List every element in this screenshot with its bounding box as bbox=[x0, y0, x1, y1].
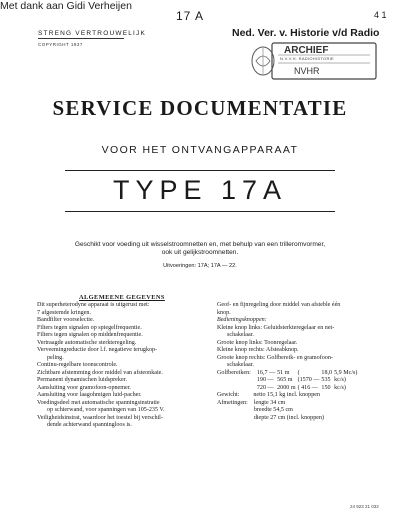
general-feature-line: Filters tegen signalen op middenfrequentie. bbox=[37, 332, 143, 338]
confidential-label: STRENG VERTROUWELIJK bbox=[38, 30, 147, 37]
wave-range-cell: 51 m bbox=[277, 369, 290, 376]
wave-range-cell: 535 bbox=[321, 377, 331, 383]
wave-range-cell: 18,0 bbox=[321, 369, 333, 376]
variants-line: Uitvoeringen: 17A; 17A — 22. bbox=[163, 263, 237, 269]
tuning-text-line: Geof- en fijnregeling door middel van afsteble één bbox=[217, 302, 341, 308]
description-line-2: ook uit gelijkstroomnetten. bbox=[161, 249, 239, 256]
dimensions-table bbox=[217, 400, 326, 423]
document-number: 17 A bbox=[176, 9, 205, 23]
description-line-1: Geschikt voor voeding uit wisselstroomnetten en, met behulp van een trilleromvormer, bbox=[74, 241, 326, 248]
dimension-value: diepte 27 cm (incl. knoppen) bbox=[253, 414, 325, 421]
wave-range-cell: 16,7 — bbox=[256, 369, 276, 376]
dimension-value: breedte 54,5 cm bbox=[253, 407, 293, 413]
tuning-paragraph bbox=[217, 302, 365, 317]
general-feature-line: 7 afgestemde kringen. bbox=[37, 309, 91, 316]
stamp-archive-label: ARCHIEF bbox=[284, 45, 329, 56]
general-data-heading: ALGEMEENE GEGEVENS bbox=[79, 294, 165, 301]
credit-line: Met dank aan Gidi Verheijen bbox=[0, 0, 132, 12]
wave-range-cell: 720 — bbox=[256, 384, 274, 391]
general-feature-line: Voedingsdeel met automatische spanningsinstratie bbox=[37, 399, 160, 406]
type-top-rule bbox=[65, 170, 335, 171]
general-feature-line: dende achterwand spanningloos is. bbox=[47, 422, 132, 428]
general-left-column bbox=[37, 302, 209, 430]
general-feature-line: Permanent dynamischen luidspreker. bbox=[37, 377, 127, 383]
document-title: SERVICE DOCUMENTATIE bbox=[52, 96, 348, 120]
wave-range-table bbox=[217, 370, 359, 393]
knob-description-line: schakelaar. bbox=[227, 332, 254, 338]
footer-code: 24 923 21 032 bbox=[350, 504, 379, 509]
dimensions-label: Afmetingen: bbox=[217, 399, 248, 406]
knobs-list bbox=[217, 325, 365, 370]
general-feature-line: Bandfilter voorselectie. bbox=[37, 317, 95, 323]
confidential-divider bbox=[38, 38, 124, 39]
weight-label: Gewicht: bbox=[217, 392, 240, 398]
wave-range-cell: (1570 — bbox=[297, 377, 320, 383]
general-feature-line: Continu-regelbare toonscontrole. bbox=[37, 362, 118, 368]
general-feature-line: op schierwand, voor spanningen van 105-235 V. bbox=[47, 407, 165, 413]
general-feature-line: Veiligheidsinstrat, waardoor het toestel bij verschil- bbox=[37, 414, 163, 421]
general-feature-line: Vertraagde automatische sterkteregeling. bbox=[37, 339, 137, 346]
general-feature-line: Filters tegen signalen op spiegelfrequentie. bbox=[37, 324, 142, 331]
general-feature-line: peling. bbox=[47, 354, 64, 361]
wave-range-cell: ( bbox=[297, 369, 300, 376]
knob-description-line: Groote knop rechts: Golfbereik- en gramofoon- bbox=[217, 354, 333, 361]
knob-description-line: Groote knop links: Toonregelaar. bbox=[217, 339, 298, 346]
stamp-abbrev-label: NVHR bbox=[294, 66, 320, 76]
source-organization: Ned. Ver. v. Historie v/d Radio bbox=[232, 27, 380, 39]
copyright-notice: COPYRIGHT 1937 bbox=[38, 42, 83, 47]
wave-range-cell: 5,9 Mc/s) bbox=[334, 369, 358, 376]
tuning-text-line: knop. bbox=[217, 309, 231, 316]
wave-range-cell: 190 — bbox=[256, 377, 274, 383]
wave-range-label: Golfbereiken: bbox=[217, 369, 251, 376]
archive-stamp bbox=[250, 41, 380, 81]
wave-range-cell: ( 416 — bbox=[297, 384, 318, 391]
type-bottom-rule bbox=[65, 211, 335, 212]
general-feature-line: Zichtbare afstemming door middel van afsteonkaie. bbox=[37, 369, 163, 376]
weight-value: netto 15,1 kg incl. knoppen bbox=[253, 392, 321, 398]
wave-range-cell: kc/s) bbox=[334, 377, 346, 383]
general-feature-line: Aansluiting voor laagohmigen luid-pacher. bbox=[37, 392, 142, 398]
wave-range-cell: kc/s) bbox=[334, 384, 346, 391]
wave-range-cell: 565 m bbox=[277, 377, 293, 383]
knob-description-line: Kleine knop rechts: Afsteabknop. bbox=[217, 347, 299, 353]
dimension-value: lengte 34 cm bbox=[253, 399, 286, 406]
weight-table bbox=[217, 392, 322, 400]
general-feature-line: Verveemingreductie door l.f. negatieve terugkop- bbox=[37, 347, 158, 353]
document-subtitle: VOOR HET ONTVANGAPPARAAT bbox=[101, 144, 299, 156]
wave-range-cell: 150 bbox=[321, 384, 331, 391]
general-right-column bbox=[217, 302, 365, 422]
general-feature-line: Dit superheterodyne apparaat is uitgerust met: bbox=[37, 302, 150, 308]
wave-range-cell: 2000 m bbox=[277, 384, 296, 391]
knob-description-line: Kleine knop links: Geluidsterkteregelaar en net- bbox=[217, 324, 335, 331]
knobs-heading: Bedieningsknoppen: bbox=[217, 317, 267, 323]
knob-description-line: schakelaar. bbox=[227, 362, 254, 368]
type-designation: TYPE 17A bbox=[112, 175, 288, 205]
general-feature-line: Aansluiting voor gramofoon-opnemer. bbox=[37, 384, 131, 391]
stamp-org-label: N.V.V.H. RADIOHISTORIE bbox=[280, 56, 335, 61]
page-number: 4 1 bbox=[374, 10, 387, 20]
